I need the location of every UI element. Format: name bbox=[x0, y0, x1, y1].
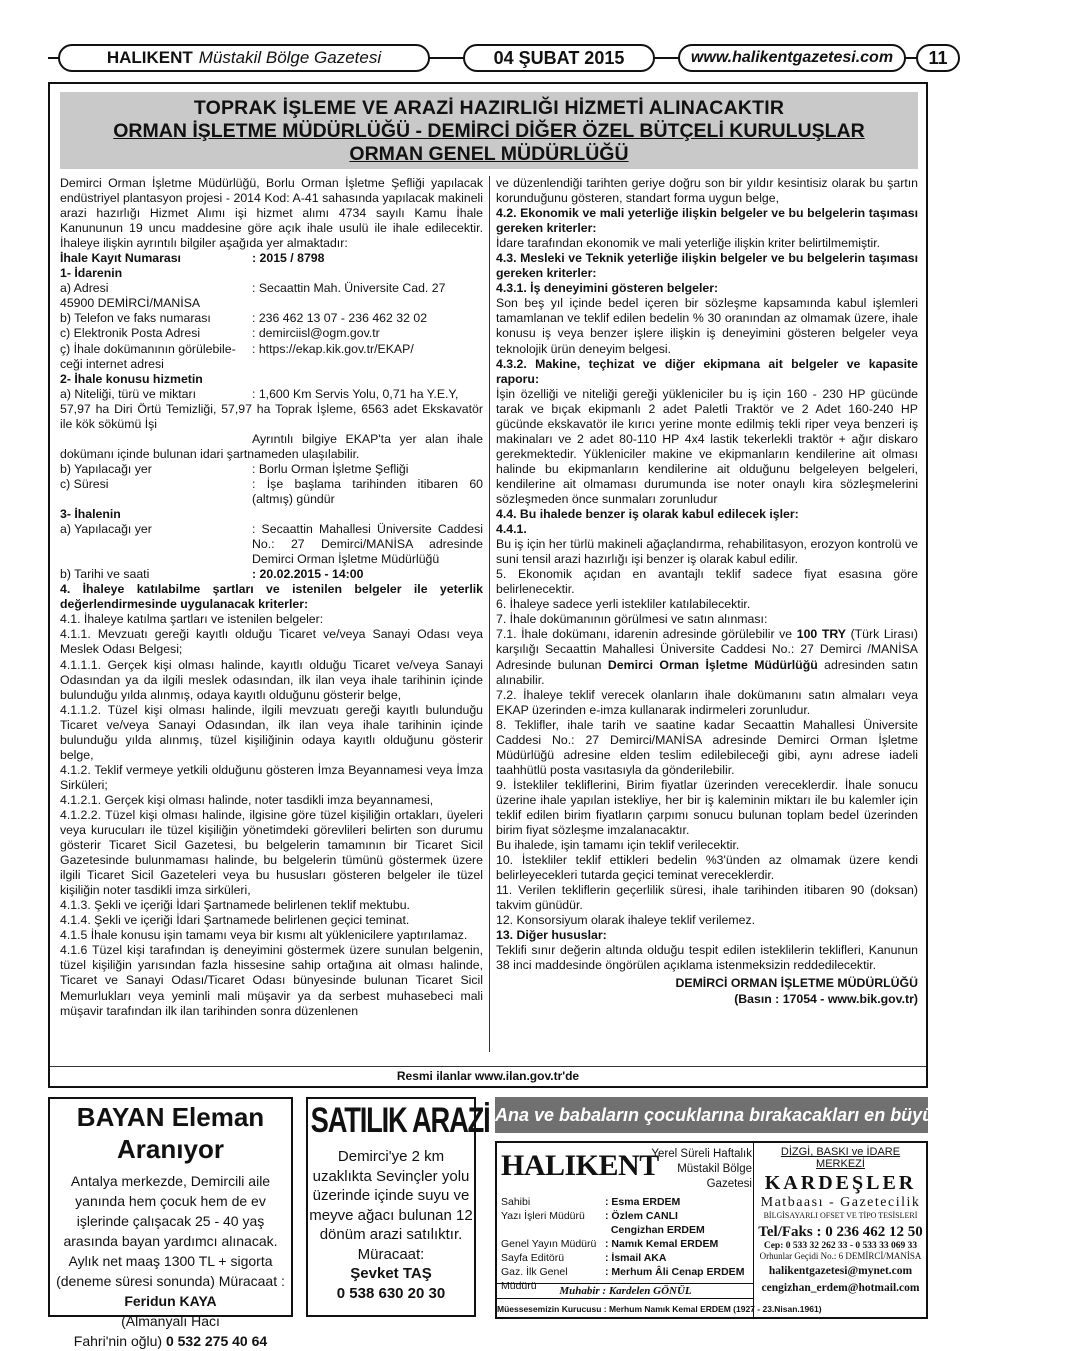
ad-eleman-phone: 0 532 275 40 64 bbox=[165, 1333, 268, 1349]
staff-name: : Merhum Âli Cenap ERDEM bbox=[605, 1266, 745, 1278]
dok-row bbox=[60, 342, 483, 357]
kayit-label: İhale Kayıt Numarası bbox=[60, 251, 181, 266]
staff-role: Genel Yayın Müdürü bbox=[501, 1238, 597, 1250]
signature: DEMİRCİ ORMAN İŞLETME MÜDÜRLÜĞÜ bbox=[675, 976, 918, 991]
staff-role: Sayfa Editörü bbox=[501, 1252, 565, 1264]
masthead bbox=[495, 1141, 928, 1319]
staff-row bbox=[501, 1195, 751, 1209]
printer-mobile: Cep: 0 533 32 262 33 - 0 533 33 069 33 bbox=[763, 1241, 918, 1251]
ad-eleman bbox=[48, 1097, 293, 1349]
sure-label: c) Süresi bbox=[60, 476, 109, 491]
issue-date: 04 ŞUBAT 2015 bbox=[463, 44, 655, 72]
para-12: 12. Konsorsiyum olarak ihaleye teklif verilemez. bbox=[496, 913, 756, 928]
staff-name: : Esma ERDEM bbox=[605, 1196, 681, 1208]
section-4-heading: 4. İhaleye katılabilme şartları ve istenilen belgeler ile yeterlik değerlendirmesinde uygulanacak kriterler: bbox=[60, 582, 483, 612]
intro-text: Demirci Orman İşletme Müdürlüğü, Borlu Orman İşletme Şefliği yapılacak endüstriyel plantasyon projesi - 2014 Kod: A-41 sahasında yapılacak makineli arazi hazırlığı Hizmet Alımı işi hizmet alımı 4734 sayılı Kamu İhale Kanununun 19 uncu maddesine göre açık ihale usulü ile ihale edilecektir. İhaleye ilişkin ayrıntılı bilgiler aşağıda yer almaktadır: bbox=[60, 176, 483, 251]
ad-arazi bbox=[306, 1097, 490, 1317]
ad-arazi-title: SATILIK ARAZİ bbox=[310, 1101, 490, 1140]
para-4-1-5: 4.1.5 İhale konusu işin tamamı veya bir kısmı alt yüklenicilere yaptırılamaz. bbox=[60, 928, 468, 943]
paper-name-pill bbox=[58, 44, 430, 72]
yer-label: b) Yapılacağı yer bbox=[60, 461, 152, 476]
dok-label: ç) İhale dokümanının görülebile- bbox=[60, 341, 236, 356]
adres-value: : Secaattin Mah. Üniversite Cad. 27 bbox=[252, 281, 446, 296]
para-7-1-price: 100 TRY bbox=[796, 627, 846, 642]
ad-eleman-contact: Feridun KAYA bbox=[124, 1293, 217, 1309]
para-4-1-2-1: 4.1.2.1. Gerçek kişi olması halinde, noter tasdikli imza beyannamesi, bbox=[60, 792, 434, 807]
staff-name-text: İsmail AKA bbox=[611, 1252, 667, 1264]
ad-eleman-contact-rel: Fahri'nin oğlu) bbox=[73, 1333, 163, 1349]
notice-right-column bbox=[496, 176, 918, 1007]
para-4-3-1-heading: 4.3.1. İş deneyimini gösteren belgeler: bbox=[496, 281, 719, 296]
para-4-1-1-2: 4.1.1.2. Tüzel kişi olması halinde, ilgili mevzuatı gereği kayıtlı bulunduğu Ticaret ve/veya Sanayi Odasından, ilk ilan veya ihale tarihinin içinde bulunduğu yılda alınmış, tüzel kişiliğinin odaya kayıtlı olduğunu gösterir belge, bbox=[60, 702, 483, 762]
ad-eleman-title: BAYAN Eleman bbox=[76, 1102, 265, 1132]
staff-row bbox=[501, 1209, 751, 1223]
para-7-1-e: adresinden satın alınabilir. bbox=[496, 657, 918, 687]
staff-name-text: Özlem CANLI bbox=[611, 1210, 678, 1222]
press-code: (Basın : 17054 - www.bik.gov.tr) bbox=[734, 991, 918, 1006]
para-4-1-6: 4.1.6 Tüzel kişi tarafından iş deneyimini göstermek üzere sunulan belgenin, tüzel kişiliğin yarısından fazla hissesine sahip ortağına ait olması halinde, Ticaret ve Sanayi Odası/Ticaret Odası bünyesinde bulunan Ticaret Sicil Memurlukları veya yeminli mali müşavir ya da serbest muhasebeci mali müşavir tarafından ilk ilan tarihinden sonra düzenlenen bbox=[60, 943, 483, 1018]
page-number: 11 bbox=[916, 44, 960, 72]
dok-value: : https://ekap.kik.gov.tr/EKAP/ bbox=[252, 341, 414, 356]
para-4-4-heading: 4.4. Bu ihalede benzer iş olarak kabul edilecek işler: bbox=[496, 507, 799, 522]
dok-cont: ceği internet adresi bbox=[60, 356, 164, 371]
masthead-block bbox=[495, 1097, 1087, 1317]
ad-arazi-name: Şevket TAŞ bbox=[350, 1265, 432, 1282]
printer-telfax: Tel/Faks : 0 236 462 12 50 bbox=[758, 1224, 923, 1240]
section-1-heading: 1- İdarenin bbox=[60, 266, 123, 281]
ad-arazi-text: Demirci'ye 2 km uzaklıkta Sevinçler yolu üzerinde içinde suyu ve meyve ağacı bulunan 12 dönüm arazi satılıktır. bbox=[309, 1148, 473, 1243]
section-2-heading: 2- İhale konusu hizmetin bbox=[60, 371, 203, 386]
reporter: Muhabir : Kardelen GÖNÜL bbox=[497, 1283, 754, 1299]
masthead-sub bbox=[647, 1147, 752, 1192]
tel-row bbox=[60, 311, 483, 326]
website-link[interactable]: www.halikentgazetesi.com bbox=[678, 44, 906, 72]
tel-value: : 236 462 13 07 - 236 462 32 02 bbox=[252, 311, 428, 326]
para-13-heading: 13. Diğer hususlar: bbox=[496, 928, 607, 943]
masthead-sub-1: Yerel Süreli Haftalık bbox=[651, 1148, 752, 1160]
sure-row bbox=[60, 477, 483, 507]
para-4-3-1: Son beş yıl içinde bedel içeren bir sözleşme kapsamında kabul işlemleri tamamlanan ve teklif edilen bedelin % 30 oranından az olmamak üzere, ihale konusu iş veya benzer işlere ilişkin iş deneyimini gösteren belgeler veya teknolojik ürün deneyim belgesi. bbox=[496, 296, 918, 356]
para-7-1-a: 7.1. İhale dokümanı, idarenin adresinde görülebilir ve bbox=[496, 627, 797, 642]
staff-name bbox=[605, 1223, 705, 1237]
staff-list bbox=[501, 1195, 751, 1293]
notice-footer: Resmi ilanlar www.ilan.gov.tr'de bbox=[50, 1066, 926, 1086]
email-value: : demirciisl@ogm.gov.tr bbox=[252, 326, 380, 341]
printer-desc: BİLGİSAYARLI OFSET VE TİPO TESİSLERİ bbox=[763, 1211, 918, 1220]
ayrinti-text: Ayrıntılı bilgiye EKAP'ta yer alan ihale dokümanı içinde bulunan idari şartnameden ulaşılabilir. bbox=[60, 431, 483, 461]
para-7-1-c: (Türk Lirası) karşılığı Secaattin Mahallesi Üniversite Caddesi No.: 27 Demirci /MANİSA Adresinde bulunan bbox=[496, 627, 919, 672]
staff-row bbox=[501, 1223, 751, 1237]
staff-name-text: Merhum Âli Cenap ERDEM bbox=[611, 1266, 745, 1278]
nitelik-cont: 57,97 ha Diri Örtü Temizliği, 57,97 ha Toprak İşleme, 6563 adet Ekskavatör ile kök sökümü İşi bbox=[60, 401, 483, 431]
nitelik-row bbox=[60, 387, 483, 402]
para-4-1-1-1: 4.1.1.1. Gerçek kişi olması halinde, kayıtlı olduğu Ticaret ve/veya Sanayi Odasından ya da ilgili meslek odasından, ilk ilan veya ihale tarihinin içinde bulunduğu yılda alınmış, odaya kayıtlı olduğunu gösterir belge, bbox=[60, 657, 483, 702]
para-cont: ve düzenlendiği tarihten geriye doğru son bir yıldır kesintisiz olarak bu şartın korunduğunu gösteren, standart forma uygun belge, bbox=[496, 176, 918, 206]
nitelik-label: a) Niteliği, türü ve miktarı bbox=[60, 386, 196, 401]
page-header bbox=[48, 40, 948, 76]
email-row bbox=[60, 326, 483, 341]
para-4-1-1: 4.1.1. Mevzuatı gereği kayıtlı olduğu Ticaret ve/veya Sanayi Odası veya Meslek Odası Belgesi; bbox=[60, 627, 483, 657]
para-9: 9. İstekliler tekliflerini, Birim fiyatlar üzerinden vereceklerdir. İhale sonucu üzerine ihale yapılan istekliye, her bir iş kaleminin miktarı ile bu kalemler için teklif edilen birim fiyatların çarpımı sonucu bulunan toplam bedel üzerinden birim fiyat sözleşme imzalanacaktır. bbox=[496, 777, 918, 838]
email-2[interactable]: cengizhan_erdem@hotmail.com bbox=[761, 1282, 920, 1294]
nitelik-value: : 1,600 Km Servis Yolu, 0,71 ha Y.E.Y, bbox=[252, 386, 459, 401]
section-3-heading: 3- İhalenin bbox=[60, 507, 121, 522]
sure-value: : İşe başlama tarihinden itibaren 60 (altmış) gündür bbox=[252, 476, 483, 506]
ad-eleman-body bbox=[50, 1171, 291, 1351]
adres-row bbox=[60, 281, 483, 296]
para-7-1 bbox=[496, 627, 918, 687]
paper-name: HALIKENT bbox=[106, 48, 193, 67]
staff-role: Yazı İşleri Müdürü bbox=[501, 1210, 585, 1222]
column-divider bbox=[489, 176, 490, 1052]
para-6: 6. İhaleye sadece yerli istekliler katılabilecektir. bbox=[496, 597, 751, 612]
staff-name: : Özlem CANLI bbox=[605, 1210, 678, 1222]
notice-left-column bbox=[60, 176, 483, 1019]
para-4-2: İdare tarafından ekonomik ve mali yeterliğe ilişkin kriter belirtilmemiştir. bbox=[496, 236, 881, 251]
para-5: 5. Ekonomik açıdan en avantajlı teklif sadece fiyat esasına göre belirlenecektir. bbox=[496, 567, 918, 597]
printer-address: Orhunlar Geçidi No.: 6 DEMİRCİ/MANİSA bbox=[759, 1251, 922, 1261]
slogan-banner: Ana ve babaların çocuklarına bırakacakları en büyük miras; eğitimdir. bbox=[495, 1097, 928, 1133]
ad-arazi-muracaat: Müracaat: bbox=[357, 1245, 425, 1263]
ad-arazi-phone: 0 538 630 20 30 bbox=[336, 1284, 446, 1302]
ad-arazi-body bbox=[308, 1147, 474, 1303]
tender-notice bbox=[48, 82, 928, 1088]
email-label: c) Elektronik Posta Adresi bbox=[60, 326, 201, 341]
para-9-b: Bu ihalede, işin tamamı için teklif verilecektir. bbox=[496, 838, 740, 853]
para-13: Teklifi sınır değerin altında olduğu tespit edilen isteklilerin teklifleri, Kanunun 38 inci maddesinde öngörülen açıklama istenmeksizin reddedilecektir. bbox=[496, 943, 918, 973]
staff-role bbox=[501, 1223, 605, 1237]
yer-row bbox=[60, 462, 483, 477]
para-7-2: 7.2. İhaleye teklif verecek olanların ihale dokümanını satın almaları veya EKAP üzerinden e-imza kullanarak indirmeleri zorunludur. bbox=[496, 687, 918, 717]
paper-subtitle: Müstakil Bölge Gazetesi bbox=[198, 48, 382, 67]
para-7-1-office: Demirci Orman İşletme Müdürlüğü bbox=[607, 657, 818, 672]
staff-name-text: Cengizhan ERDEM bbox=[610, 1224, 705, 1236]
adres-cont: 45900 DEMİRCİ/MANİSA bbox=[60, 296, 201, 311]
para-11: 11. Verilen tekliflerin geçerlilik süresi, ihale tarihinden itibaren 90 (doksan) takvim günüdür. bbox=[496, 883, 918, 913]
ad-eleman-title-2: Aranıyor bbox=[117, 1134, 224, 1164]
staff-name: : Namık Kemal ERDEM bbox=[605, 1238, 719, 1250]
para-7: 7. İhale dokümanının görülmesi ve satın alınması: bbox=[496, 612, 768, 627]
ihale-yer-row bbox=[60, 522, 483, 567]
staff-name-text: Namık Kemal ERDEM bbox=[611, 1238, 719, 1250]
masthead-brand: HALIKENT bbox=[501, 1149, 659, 1182]
staff-role: Gaz. İlk Genel Müdürü bbox=[501, 1266, 568, 1292]
adres-label: a) Adresi bbox=[60, 281, 109, 296]
staff-row bbox=[501, 1237, 751, 1251]
tarih-value: : 20.02.2015 - 14:00 bbox=[252, 567, 364, 582]
notice-title: TOPRAK İŞLEME VE ARAZİ HAZIRLIĞI HİZMETİ ALINACAKTIR bbox=[193, 97, 785, 119]
para-4-1-4: 4.1.4. Şekli ve içeriği İdari Şartnamede belirlenen geçici teminat. bbox=[60, 913, 410, 928]
para-10: 10. İstekliler teklif ettikleri bedelin %3'ünden az olmamak üzere kendi belirleyecekleri tutarda geçici teminat vereceklerdir. bbox=[496, 853, 918, 883]
founder-line: Müessesemizin Kurucusu : Merhum Namık Kemal ERDEM (1927 - 23.Nisan.1961) bbox=[497, 1304, 822, 1314]
printer-title: DİZGİ, BASKI ve İDARE MERKEZİ bbox=[780, 1146, 901, 1170]
ad-eleman-contact-sub: (Almanyalı Hacı bbox=[121, 1313, 220, 1329]
para-4-3-2: İşin özelliği ve niteliği gereği yükleniciler bu iş için 160 - 230 HP gücünde tarak ve bıçak ekipmanlı 2 adet Paletli Traktör ve 2 Adet 160-240 HP gücünde ekskavatör ile kırıcı yerine monte edilmiş tekli riper veya benzeri iş makinaları ve 2 adet 80-110 HP 4x4 lastik tekerlekli traktör + ağır diskaro gerekmektedir. Yükleniciler makine ve ekipmanların kendilerine ait olması halinde bu ekipmanların kendilerine ait olduğunu belgeleyen belgeleri, kendilerine ait olmaması durumunda ise noter onaylı kira sözleşmelerini sözleşmeden önce sunmaları zorunludur bbox=[496, 386, 918, 506]
notice-title-box bbox=[60, 92, 918, 169]
staff-name-text: Esma ERDEM bbox=[611, 1196, 681, 1208]
tel-label: b) Telefon ve faks numarası bbox=[60, 311, 211, 326]
printer-name: KARDEŞLER bbox=[764, 1172, 917, 1194]
yer-value: : Borlu Orman İşletme Şefliği bbox=[252, 461, 409, 476]
kayit-row bbox=[60, 251, 483, 266]
para-4-1-3: 4.1.3. Şekli ve içeriği İdari Şartnamede belirlenen teklif mektubu. bbox=[60, 898, 410, 913]
tarih-row bbox=[60, 567, 483, 582]
para-4-1-2: 4.1.2. Teklif vermeye yetkili olduğunu gösteren İmza Beyannamesi veya İmza Sirküleri; bbox=[60, 762, 483, 792]
para-4-3-2-heading: 4.3.2. Makine, teçhizat ve diğer ekipmana ait belgeler ve kapasite raporu: bbox=[496, 356, 918, 386]
staff-name: : İsmail AKA bbox=[605, 1252, 667, 1264]
para-4-4-1-heading: 4.4.1. bbox=[496, 522, 527, 537]
para-4-1: 4.1. İhaleye katılma şartları ve istenilen belgeler: bbox=[60, 612, 324, 627]
masthead-sub-2: Müstakil Bölge Gazetesi bbox=[677, 1163, 752, 1190]
kayit-value: : 2015 / 8798 bbox=[252, 251, 325, 266]
notice-org: ORMAN GENEL MÜDÜRLÜĞÜ bbox=[349, 143, 629, 165]
ihale-yer-label: a) Yapılacağı yer bbox=[60, 522, 152, 537]
staff-row bbox=[501, 1251, 751, 1265]
email-1[interactable]: halikentgazetesi@mynet.com bbox=[768, 1265, 913, 1277]
printer-info bbox=[755, 1143, 926, 1295]
para-4-4-1: Bu iş için her türlü makineli ağaçlandırma, rehabilitasyon, erozyon kontrolü ve suni tensil arazi hazırlığı işi benzer iş olarak kabul edilir. bbox=[496, 537, 918, 567]
tarih-label: b) Tarihi ve saati bbox=[60, 567, 150, 582]
ad-eleman-text: Antalya merkezde, Demircili aile yanında hem çocuk hem de ev işlerinde çalışacak 25 - 40 yaş arasında bayan yardımcı alınacak. Aylık net maaş 1300 TL + sigorta (deneme süresi sonunda) Müracaat : bbox=[56, 1173, 285, 1289]
staff-role: Sahibi bbox=[501, 1196, 531, 1208]
ihale-yer-value: : Secaattin Mahallesi Üniversite Caddesi No.: 27 Demirci/MANİSA adresinde Demirci Orman İşletme Müdürlüğü bbox=[252, 522, 483, 567]
para-4-1-2-2: 4.1.2.2. Tüzel kişi olması halinde, ilgisine göre tüzel kişiliğin ortakları, üyeleri veya kurucuları ile tüzel kişiliğin yönetimdeki görevlileri belirten son durumu gösterir Ticaret Sicil Gazetesi, bu belgelerin tamamının bir Ticaret Sicil Gazetesinde bulunmaması halinde, bu belgelerin tümünü göstermek üzere ilgili Ticaret Sicil Gazeteleri veya bu hususları gösteren belgeler ile tüzel kişiliğin noter tasdikli imza sirküleri, bbox=[60, 807, 483, 898]
para-4-2-heading: 4.2. Ekonomik ve mali yeterliğe ilişkin belgeler ve bu belgelerin taşıması gereken kriterler: bbox=[496, 206, 918, 236]
notice-subtitle: ORMAN İŞLETME MÜDÜRLÜĞÜ - DEMİRCİ DİĞER ÖZEL BÜTÇELİ KURULUŞLAR bbox=[113, 120, 865, 142]
para-8: 8. Teklifler, ihale tarih ve saatine kadar Secaattin Mahallesi Üniversite Caddesi No.: 27 Demirci/MANİSA adresinde Demirci Orman İşletme Müdürlüğü adresine elden teslim edilebileceği gibi, aynı adrese iadeli taahhütlü posta vasıtasıyla da gönderilebilir. bbox=[496, 717, 918, 777]
para-4-3-heading: 4.3. Mesleki ve Teknik yeterliğe ilişkin belgeler ve bu belgelerin taşıması gereken kriterler: bbox=[496, 251, 918, 281]
printer-sub: Matbaası - Gazetecilik bbox=[760, 1195, 921, 1210]
